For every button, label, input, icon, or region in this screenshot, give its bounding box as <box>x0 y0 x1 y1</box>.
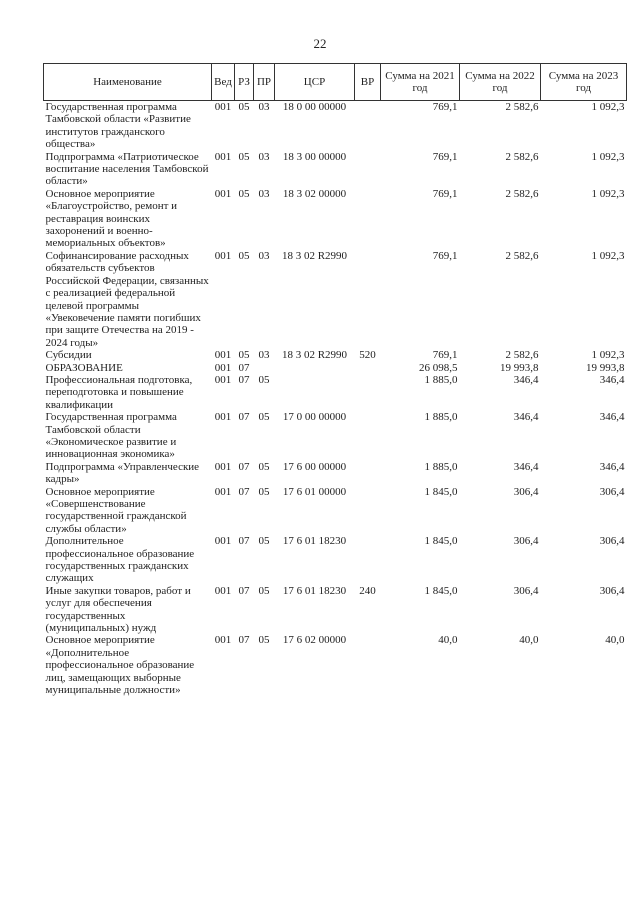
row-pr: 03 <box>258 150 270 163</box>
budget-table <box>43 63 627 697</box>
row-pr <box>254 362 275 374</box>
row-rz: 07 <box>238 634 250 647</box>
table-row <box>44 411 627 461</box>
row-rz: 05 <box>238 349 250 362</box>
row-pr: 05 <box>258 485 270 498</box>
table-row <box>44 461 627 486</box>
row-sum-2023: 40,0 <box>605 634 625 647</box>
row-vr <box>355 362 381 374</box>
row-rz: 05 <box>238 187 250 200</box>
row-sum-2023: 1 092,3 <box>591 150 625 163</box>
row-sum-2022: 2 582,6 <box>505 101 539 113</box>
header-pr: ПР <box>254 64 275 101</box>
table-row <box>44 349 627 361</box>
row-vr <box>355 374 381 411</box>
row-vr <box>355 411 381 461</box>
row-sum-2023: 346,4 <box>599 460 625 473</box>
row-sum-2023: 1 092,3 <box>591 101 625 113</box>
row-csr: 17 0 00 00000 <box>282 411 347 424</box>
header-sum-2023: Сумма на 2023 год <box>541 64 627 101</box>
row-csr: 18 3 02 R2990 <box>281 249 348 262</box>
row-sum-2023: 346,4 <box>599 411 625 424</box>
row-pr: 03 <box>258 187 270 200</box>
row-sum-2021: 26 098,5 <box>419 361 458 374</box>
row-name: Подпрограмма «Патриотическое воспитание населения Тамбовской области» <box>45 150 209 188</box>
row-ved: 001 <box>214 249 232 262</box>
row-csr: 17 6 02 00000 <box>282 634 347 647</box>
row-vr: 240 <box>359 584 376 597</box>
table-row <box>44 188 627 250</box>
table-row <box>44 634 627 696</box>
row-csr: 17 6 00 00000 <box>282 460 347 473</box>
row-name: Иные закупки товаров, работ и услуг для обеспечения государственных (муниципальных) нужд <box>45 584 191 635</box>
row-pr: 05 <box>258 373 270 386</box>
row-sum-2021: 1 845,0 <box>424 535 458 548</box>
row-sum-2023: 19 993,8 <box>586 361 625 374</box>
row-sum-2021: 769,1 <box>432 150 458 163</box>
row-ved: 001 <box>214 361 232 374</box>
table-row <box>44 535 627 585</box>
row-csr: 18 3 00 00000 <box>282 150 347 163</box>
header-sum-2022: Сумма на 2022 год <box>460 64 541 101</box>
row-ved: 001 <box>214 373 232 386</box>
table-row <box>44 151 627 188</box>
row-rz: 07 <box>238 584 250 597</box>
row-rz: 07 <box>238 373 250 386</box>
row-pr: 05 <box>258 535 270 548</box>
row-sum-2022: 40,0 <box>519 634 539 647</box>
row-sum-2021: 1 885,0 <box>424 460 458 473</box>
row-name: Государственная программа Тамбовской области «Развитие институтов гражданского общества» <box>45 101 191 151</box>
row-ved: 001 <box>214 187 232 200</box>
row-sum-2021: 1 885,0 <box>424 373 458 386</box>
row-ved: 001 <box>214 634 232 647</box>
page-number: 22 <box>313 36 327 51</box>
row-rz: 05 <box>238 150 250 163</box>
row-pr: 03 <box>258 101 270 113</box>
row-rz: 07 <box>238 535 250 548</box>
row-sum-2022: 306,4 <box>513 485 539 498</box>
table-row <box>44 374 627 411</box>
row-sum-2022: 2 582,6 <box>505 187 539 200</box>
table-row <box>44 585 627 635</box>
row-sum-2023: 1 092,3 <box>591 349 625 362</box>
row-name: Основное мероприятие «Совершенствование государственной гражданской службы области» <box>45 485 187 535</box>
row-sum-2022: 2 582,6 <box>505 349 539 362</box>
row-sum-2022: 346,4 <box>513 373 539 386</box>
row-name: ОБРАЗОВАНИЕ <box>45 361 123 374</box>
row-sum-2021: 769,1 <box>432 249 458 262</box>
row-sum-2022: 306,4 <box>513 584 539 597</box>
table-row <box>44 101 627 151</box>
row-rz: 05 <box>238 249 250 262</box>
row-sum-2023: 1 092,3 <box>591 187 625 200</box>
row-csr: 17 6 01 18230 <box>282 535 347 548</box>
row-csr: 18 3 02 R2990 <box>281 349 348 362</box>
row-sum-2023: 306,4 <box>599 584 625 597</box>
row-pr: 03 <box>258 249 270 262</box>
row-sum-2021: 769,1 <box>432 101 458 113</box>
row-ved: 001 <box>214 460 232 473</box>
row-name: Дополнительное профессиональное образование государственных гражданских служащих <box>45 535 195 585</box>
header-csr: ЦСР <box>275 64 355 101</box>
row-pr: 05 <box>258 460 270 473</box>
row-rz: 05 <box>238 101 250 113</box>
row-name: Государственная программа Тамбовской области «Экономическое развитие и инновационная экономика» <box>45 411 177 461</box>
row-sum-2022: 346,4 <box>513 411 539 424</box>
row-vr <box>355 535 381 585</box>
row-ved: 001 <box>214 485 232 498</box>
row-sum-2022: 306,4 <box>513 535 539 548</box>
row-name: Основное мероприятие «Дополнительное профессиональное образование лиц, замещающих выборные муниципальные должности» <box>45 634 195 697</box>
row-ved: 001 <box>214 349 232 362</box>
row-sum-2022: 2 582,6 <box>505 249 539 262</box>
table-header-row <box>44 64 627 101</box>
row-sum-2021: 769,1 <box>432 349 458 362</box>
row-rz: 07 <box>238 460 250 473</box>
header-name: Наименование <box>44 64 212 101</box>
row-sum-2022: 2 582,6 <box>505 150 539 163</box>
row-csr: 17 6 01 18230 <box>282 584 347 597</box>
header-sum-2021: Сумма на 2021 год <box>381 64 460 101</box>
row-name: Субсидии <box>45 349 92 362</box>
row-name: Основное мероприятие «Благоустройство, ремонт и реставрация воинских захоронений и военно-мемориальных объектов» <box>45 187 178 250</box>
row-csr: 18 0 00 00000 <box>282 101 347 113</box>
row-sum-2022: 19 993,8 <box>500 361 539 374</box>
row-ved: 001 <box>214 535 232 548</box>
row-ved: 001 <box>214 411 232 424</box>
row-vr <box>355 101 381 151</box>
table-row <box>44 486 627 536</box>
row-sum-2022: 346,4 <box>513 460 539 473</box>
table-row <box>44 250 627 349</box>
row-csr <box>275 374 355 411</box>
row-vr <box>355 250 381 349</box>
row-name: Подпрограмма «Управленческие кадры» <box>45 460 200 486</box>
row-rz: 07 <box>238 411 250 424</box>
row-csr: 17 6 01 00000 <box>282 485 347 498</box>
row-name: Софинансирование расходных обязательств субъектов Российской Федерации, связанных с реализацией федеральной целевой программы «Увековечение памяти погибших при защите Отечества на 2019 - 2024 годы» <box>45 249 209 349</box>
row-sum-2021: 1 845,0 <box>424 485 458 498</box>
row-pr: 05 <box>258 634 270 647</box>
row-vr <box>355 634 381 696</box>
row-sum-2023: 306,4 <box>599 535 625 548</box>
row-rz: 07 <box>238 361 250 374</box>
row-vr <box>355 188 381 250</box>
row-ved: 001 <box>214 584 232 597</box>
row-ved: 001 <box>214 101 232 113</box>
row-sum-2023: 1 092,3 <box>591 249 625 262</box>
header-rz: РЗ <box>235 64 254 101</box>
row-vr <box>355 151 381 188</box>
row-sum-2021: 769,1 <box>432 187 458 200</box>
row-pr: 05 <box>258 584 270 597</box>
row-ved: 001 <box>214 150 232 163</box>
row-rz: 07 <box>238 485 250 498</box>
row-sum-2023: 346,4 <box>599 373 625 386</box>
row-vr: 520 <box>359 349 376 362</box>
row-csr <box>275 362 355 374</box>
row-vr <box>355 461 381 486</box>
header-vr: ВР <box>355 64 381 101</box>
row-pr: 03 <box>258 349 270 362</box>
row-sum-2021: 1 885,0 <box>424 411 458 424</box>
row-vr <box>355 486 381 536</box>
row-sum-2023: 306,4 <box>599 485 625 498</box>
row-sum-2021: 40,0 <box>438 634 458 647</box>
row-pr: 05 <box>258 411 270 424</box>
header-ved: Вед <box>212 64 235 101</box>
row-sum-2021: 1 845,0 <box>424 584 458 597</box>
table-row <box>44 362 627 374</box>
row-csr: 18 3 02 00000 <box>282 187 347 200</box>
row-name: Профессиональная подготовка, переподготовка и повышение квалификации <box>45 373 193 411</box>
